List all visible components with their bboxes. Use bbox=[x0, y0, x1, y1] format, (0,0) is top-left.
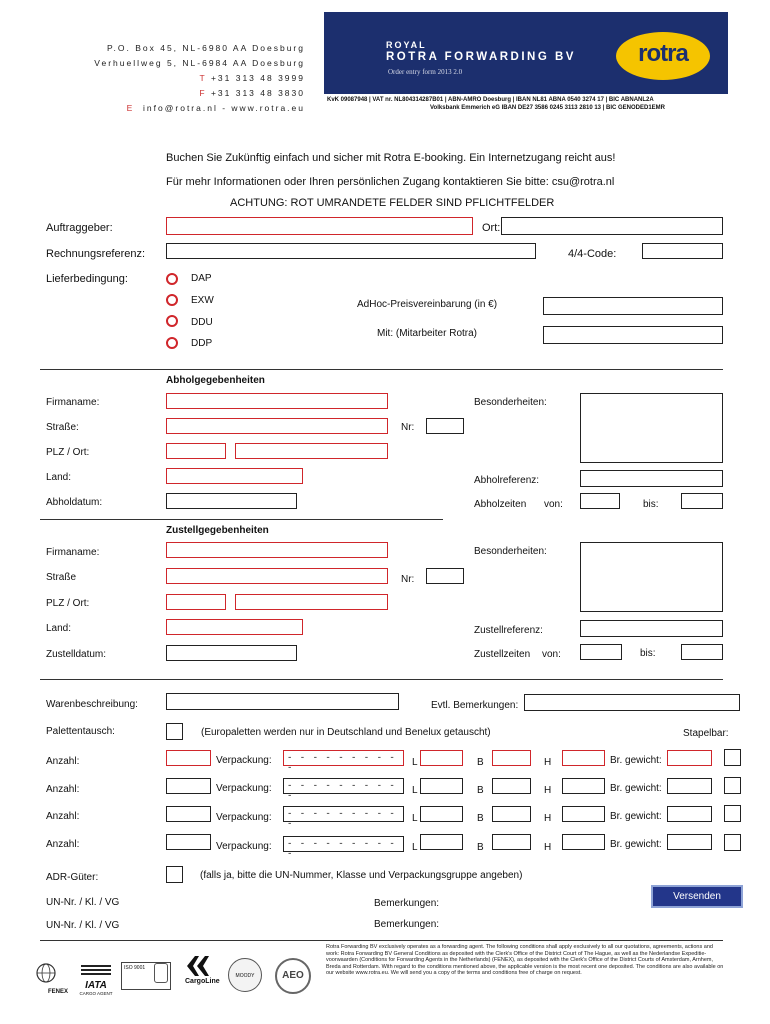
fax-number: +31 313 48 3830 bbox=[210, 88, 305, 98]
b-label-3: B bbox=[477, 813, 484, 824]
option-ddu: DDU bbox=[191, 317, 213, 328]
verpackung-label-2: Verpackung: bbox=[216, 783, 272, 794]
b-label-2: B bbox=[477, 785, 484, 796]
gewicht-input-2[interactable] bbox=[667, 778, 712, 794]
radio-ddu[interactable] bbox=[166, 315, 178, 327]
delivery-nr-input[interactable] bbox=[426, 568, 464, 584]
b-input-3[interactable] bbox=[492, 806, 531, 822]
stapelbar-checkbox-1[interactable] bbox=[724, 749, 741, 766]
anzahl-input-3[interactable] bbox=[166, 806, 211, 822]
delivery-referenz-input[interactable] bbox=[580, 620, 723, 637]
pickup-besonderheiten-input[interactable] bbox=[580, 393, 723, 463]
b-label-4: B bbox=[477, 842, 484, 853]
delivery-von-input[interactable] bbox=[580, 644, 622, 660]
email-line bbox=[60, 103, 305, 113]
verpackung-label-4: Verpackung: bbox=[216, 841, 272, 852]
cargoline-text: CargoLine bbox=[185, 978, 220, 985]
pickup-zeiten-label: Abholzeiten bbox=[474, 499, 527, 510]
h-input-1[interactable] bbox=[562, 750, 605, 766]
stapelbar-checkbox-3[interactable] bbox=[724, 805, 741, 822]
l-input-2[interactable] bbox=[420, 778, 463, 794]
b-input-2[interactable] bbox=[492, 778, 531, 794]
radio-ddp[interactable] bbox=[166, 337, 178, 349]
h-input-2[interactable] bbox=[562, 778, 605, 794]
l-label-1: L bbox=[412, 757, 418, 768]
un-label-1: UN-Nr. / Kl. / VG bbox=[46, 897, 120, 908]
option-ddp: DDP bbox=[191, 338, 213, 349]
cargoline-mark-icon-2 bbox=[197, 956, 217, 976]
verpackung-select-1[interactable]: - - - - - - - - - - bbox=[283, 750, 404, 766]
company-banner bbox=[324, 12, 728, 94]
stapelbar-label: Stapelbar: bbox=[683, 728, 729, 739]
email-prefix: E bbox=[126, 103, 135, 113]
address-line-1: P.O. Box 45, NL-6980 AA Doesburg bbox=[106, 43, 305, 53]
stapelbar-checkbox-4[interactable] bbox=[724, 834, 741, 851]
lieferbedingung-label: Lieferbedingung: bbox=[46, 273, 128, 285]
bank-line-1: KvK 09087948 | VAT nr. NL804314287B01 | ABN-AMRO Doesburg | IBAN NL81 ABNA 0540 3274 17 | BIC ABNANL2A bbox=[327, 97, 654, 103]
mitarbeiter-input[interactable] bbox=[543, 326, 723, 344]
pickup-besonderheiten-label: Besonderheiten: bbox=[474, 397, 547, 408]
pickup-ort-input[interactable] bbox=[235, 443, 388, 459]
delivery-plz-input[interactable] bbox=[166, 594, 226, 610]
cargo-agent-text: CARGO AGENT bbox=[79, 991, 113, 996]
pickup-datum-label: Abholdatum: bbox=[46, 497, 103, 508]
radio-dap[interactable] bbox=[166, 273, 178, 285]
h-input-3[interactable] bbox=[562, 806, 605, 822]
gewicht-input-4[interactable] bbox=[667, 834, 712, 850]
mitarbeiter-label: Mit: (Mitarbeiter Rotra) bbox=[377, 328, 478, 339]
delivery-von-label: von: bbox=[542, 649, 561, 660]
section-divider-1 bbox=[40, 369, 723, 370]
fax-line bbox=[90, 88, 305, 98]
delivery-nr-label: Nr: bbox=[401, 574, 415, 585]
delivery-datum-input[interactable] bbox=[166, 645, 297, 661]
gewicht-label-4: Br. gewicht: bbox=[610, 839, 662, 850]
delivery-ort-input[interactable] bbox=[235, 594, 388, 610]
company-name: ROTRA FORWARDING BV bbox=[386, 51, 576, 63]
gewicht-input-1[interactable] bbox=[667, 750, 712, 766]
warenbeschreibung-input[interactable] bbox=[166, 693, 399, 710]
delivery-strasse-label: Straße bbox=[46, 572, 77, 583]
logo-text: rotra bbox=[638, 40, 688, 67]
anzahl-input-2[interactable] bbox=[166, 778, 211, 794]
anzahl-label-3: Anzahl: bbox=[46, 811, 80, 822]
fax-prefix: F bbox=[199, 88, 207, 98]
intro-line-1: Buchen Sie Zukünftig einfach und sicher mit Rotra E-booking. Ein Internetzugang reicht aus! bbox=[166, 152, 616, 164]
pickup-heading: Abholgegebenheiten bbox=[166, 375, 265, 386]
b-input-1[interactable] bbox=[492, 750, 531, 766]
h-label-4: H bbox=[544, 842, 552, 853]
globe-icon bbox=[26, 962, 68, 984]
delivery-land-label: Land: bbox=[46, 623, 72, 634]
anzahl-input-4[interactable] bbox=[166, 834, 211, 850]
fenex-text: FENEX bbox=[47, 989, 68, 995]
pickup-referenz-input[interactable] bbox=[580, 470, 723, 487]
b-label-1: B bbox=[477, 757, 484, 768]
verpackung-select-2[interactable]: - - - - - - - - - - bbox=[283, 778, 404, 794]
phone-line bbox=[90, 73, 305, 83]
stapelbar-checkbox-2[interactable] bbox=[724, 777, 741, 794]
l-input-4[interactable] bbox=[420, 834, 463, 850]
anzahl-input-1[interactable] bbox=[166, 750, 211, 766]
rotra-logo bbox=[614, 30, 712, 82]
pickup-land-input[interactable] bbox=[166, 468, 303, 484]
verpackung-select-4[interactable]: - - - - - - - - - - bbox=[283, 836, 404, 852]
send-button[interactable]: Versenden bbox=[651, 885, 743, 908]
radio-exw[interactable] bbox=[166, 294, 178, 306]
anzahl-label-4: Anzahl: bbox=[46, 839, 80, 850]
warenbeschreibung-label: Warenbeschreibung: bbox=[46, 699, 138, 710]
fenex-logo bbox=[26, 962, 68, 995]
pickup-nr-input[interactable] bbox=[426, 418, 464, 434]
delivery-besonderheiten-input[interactable] bbox=[580, 542, 723, 612]
cargoline-logo bbox=[185, 956, 221, 992]
gewicht-label-1: Br. gewicht: bbox=[610, 755, 662, 766]
pickup-land-label: Land: bbox=[46, 472, 72, 483]
un-label-2: UN-Nr. / Kl. / VG bbox=[46, 920, 120, 931]
iata-text: IATA bbox=[85, 980, 107, 991]
l-label-4: L bbox=[412, 842, 418, 853]
section-divider-3 bbox=[40, 679, 723, 680]
rechnungsreferenz-input[interactable] bbox=[166, 243, 536, 259]
intro-warning: ACHTUNG: ROT UMRANDETE FELDER SIND PFLICHTFELDER bbox=[230, 197, 555, 209]
delivery-datum-label: Zustelldatum: bbox=[46, 649, 107, 660]
pickup-plz-label: PLZ / Ort: bbox=[46, 447, 90, 458]
palettentausch-label: Palettentausch: bbox=[46, 726, 115, 737]
pickup-plz-input[interactable] bbox=[166, 443, 226, 459]
pickup-referenz-label: Abholreferenz: bbox=[474, 475, 540, 486]
b-input-4[interactable] bbox=[492, 834, 531, 850]
l-label-3: L bbox=[412, 813, 418, 824]
email-web: info@rotra.nl - www.rotra.eu bbox=[143, 103, 305, 113]
adhoc-label: AdHoc-Preisvereinbarung (in €) bbox=[357, 299, 498, 310]
bemerkungen-input[interactable] bbox=[524, 694, 740, 711]
h-input-4[interactable] bbox=[562, 834, 605, 850]
footer-divider bbox=[40, 940, 723, 941]
ort-input[interactable] bbox=[501, 217, 723, 235]
pickup-strasse-input[interactable] bbox=[166, 418, 388, 434]
ort-label: Ort: bbox=[482, 222, 501, 234]
adr-note: (falls ja, bitte die UN-Nummer, Klasse und Verpackungsgruppe angeben) bbox=[200, 870, 523, 881]
iata-logo bbox=[74, 962, 118, 996]
un-bemerkungen-label-1: Bemerkungen: bbox=[374, 898, 440, 909]
gewicht-input-3[interactable] bbox=[667, 806, 712, 822]
adr-label: ADR-Güter: bbox=[46, 872, 99, 883]
l-input-1[interactable] bbox=[420, 750, 463, 766]
option-dap: DAP bbox=[191, 273, 212, 284]
pickup-bis-input[interactable] bbox=[681, 493, 723, 509]
gewicht-label-2: Br. gewicht: bbox=[610, 783, 662, 794]
palettentausch-checkbox[interactable] bbox=[166, 723, 183, 740]
royal-label: ROYAL bbox=[386, 40, 427, 50]
pickup-bis-label: bis: bbox=[643, 499, 659, 510]
rechnungsreferenz-label: Rechnungsreferenz: bbox=[46, 248, 146, 260]
verpackung-select-3[interactable]: - - - - - - - - - - bbox=[283, 806, 404, 822]
adr-checkbox[interactable] bbox=[166, 866, 183, 883]
delivery-plz-label: PLZ / Ort: bbox=[46, 598, 90, 609]
delivery-firmaname-label: Firmaname: bbox=[46, 547, 100, 558]
code44-input[interactable] bbox=[642, 243, 723, 259]
delivery-besonderheiten-label: Besonderheiten: bbox=[474, 546, 547, 557]
l-input-3[interactable] bbox=[420, 806, 463, 822]
iso-seal-icon bbox=[154, 963, 168, 983]
delivery-zeiten-label: Zustellzeiten bbox=[474, 649, 531, 660]
gewicht-label-3: Br. gewicht: bbox=[610, 811, 662, 822]
delivery-referenz-label: Zustellreferenz: bbox=[474, 625, 543, 636]
delivery-firmaname-input[interactable] bbox=[166, 542, 388, 558]
pickup-strasse-label: Straße: bbox=[46, 422, 79, 433]
terms-text: Rotra Forwarding BV exclusively operates as a forwarding agent. The following conditions shall apply exclusively to all our quotations, agreements, actions and work: Rotra Forwarding BV General Conditions as deposited with the Clerk's Office of the District Court of The Hague, as well as the Nederlandse Expeditie-voorwaarden (Conditions for Forwarding Agents in the Netherlands) (FENEX), as deposited with the Clerk's Office of the District Courts of Amsterdam, Arnhem, Breda and Rotterdam. With regard to the conditions mentioned above, the applicable version is the most recent one deposited. The conditions are also available on our website www.rotra.eu. We will send you a copy of the terms and conditions free of charge on request. bbox=[326, 944, 724, 977]
verpackung-label-1: Verpackung: bbox=[216, 755, 272, 766]
delivery-strasse-input[interactable] bbox=[166, 568, 388, 584]
h-label-3: H bbox=[544, 813, 552, 824]
pickup-firmaname-input[interactable] bbox=[166, 393, 388, 409]
delivery-heading: Zustellgegebenheiten bbox=[166, 525, 269, 536]
palettentausch-note: (Europaletten werden nur in Deutschland und Benelux getauscht) bbox=[201, 727, 491, 738]
pickup-nr-label: Nr: bbox=[401, 422, 415, 433]
delivery-bis-label: bis: bbox=[640, 648, 656, 659]
option-exw: EXW bbox=[191, 295, 214, 306]
pickup-von-label: von: bbox=[544, 499, 563, 510]
form-version: Order entry form 2013 2.0 bbox=[388, 68, 463, 76]
un-bemerkungen-label-2: Bemerkungen: bbox=[374, 919, 440, 930]
pickup-von-input[interactable] bbox=[580, 493, 620, 509]
delivery-bis-input[interactable] bbox=[681, 644, 723, 660]
phone-prefix: T bbox=[199, 73, 207, 83]
phone-number: +31 313 48 3999 bbox=[210, 73, 305, 83]
code44-label: 4/4-Code: bbox=[568, 248, 617, 260]
pickup-firmaname-label: Firmaname: bbox=[46, 397, 100, 408]
intro-line-2: Für mehr Informationen oder Ihren persönlichen Zugang kontaktieren Sie bitte: csu@rotra.nl bbox=[166, 176, 615, 188]
l-label-2: L bbox=[412, 785, 418, 796]
aeo-logo: AEO bbox=[275, 958, 311, 994]
section-divider-2 bbox=[40, 519, 443, 520]
bank-line-2: Volksbank Emmerich eG IBAN DE27 3586 0245 3113 2810 13 | BIC GENODED1EMR bbox=[430, 105, 666, 111]
h-label-1: H bbox=[544, 757, 552, 768]
auftraggeber-label: Auftraggeber: bbox=[46, 222, 113, 234]
delivery-land-input[interactable] bbox=[166, 619, 303, 635]
iata-stripes-icon bbox=[81, 965, 111, 975]
moody-logo: MOODY bbox=[228, 958, 262, 992]
adhoc-input[interactable] bbox=[543, 297, 723, 315]
address-line-2: Verhuellweg 5, NL-6984 AA Doesburg bbox=[94, 58, 305, 68]
pickup-datum-input[interactable] bbox=[166, 493, 297, 509]
bemerkungen-label: Evtl. Bemerkungen: bbox=[431, 700, 519, 711]
iso-logo: ISO 9001 bbox=[121, 962, 171, 990]
anzahl-label-2: Anzahl: bbox=[46, 784, 80, 795]
h-label-2: H bbox=[544, 785, 552, 796]
auftraggeber-input[interactable] bbox=[166, 217, 473, 235]
verpackung-label-3: Verpackung: bbox=[216, 812, 272, 823]
anzahl-label-1: Anzahl: bbox=[46, 756, 80, 767]
